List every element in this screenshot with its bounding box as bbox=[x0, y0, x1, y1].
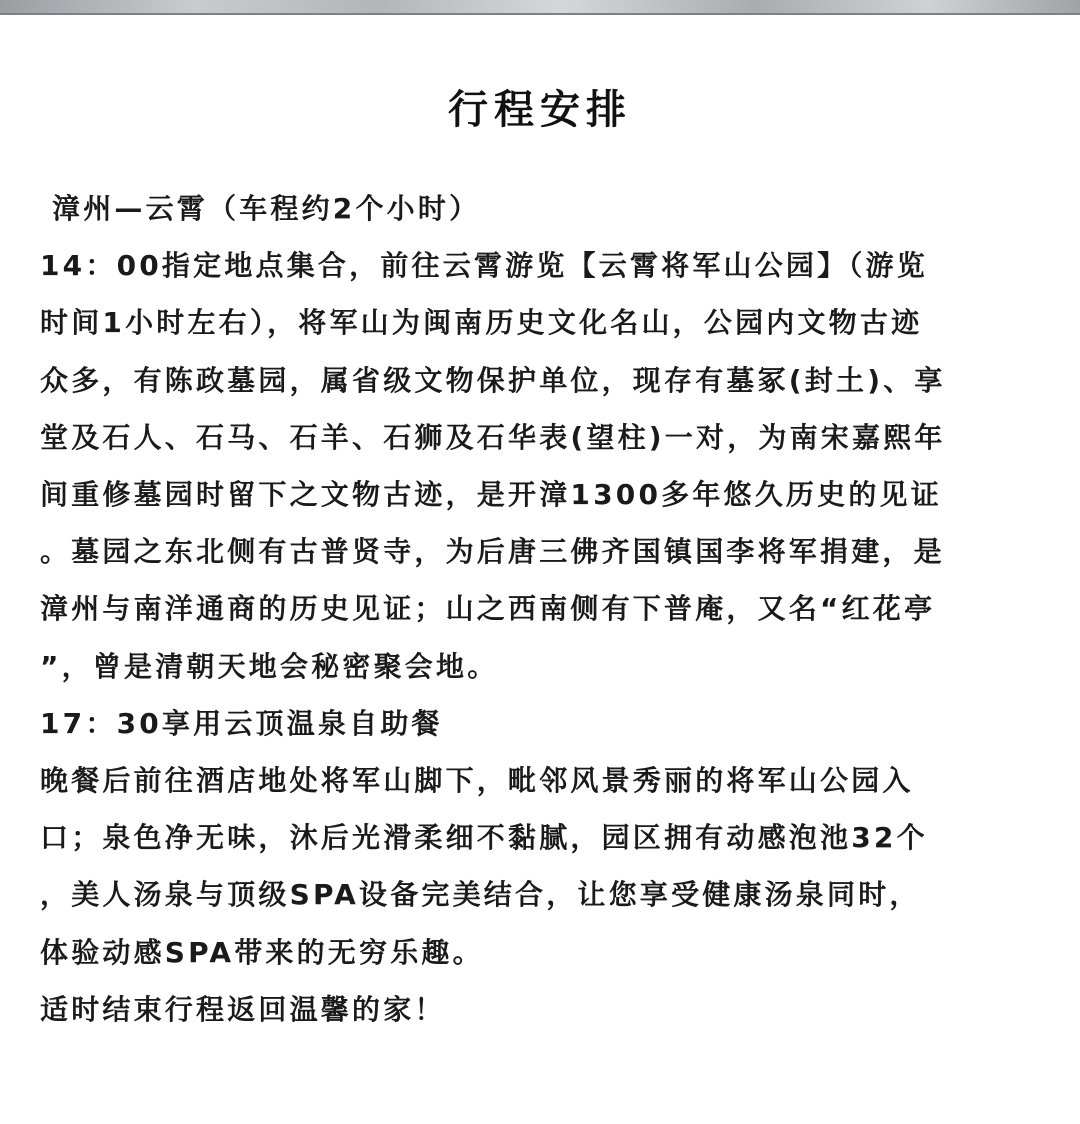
route-heading: 漳州—云霄（车程约2个小时） bbox=[52, 192, 481, 225]
itinerary-line: 晚餐后前往酒店地处将军山脚下，毗邻风景秀丽的将军山公园入 bbox=[40, 764, 914, 798]
schedule-time-line: 17：30享用云顶温泉自助餐 bbox=[40, 706, 443, 740]
top-photo-strip bbox=[0, 0, 1080, 14]
itinerary-body bbox=[40, 180, 1055, 1038]
itinerary-line: 14：00指定地点集合，前往云霄游览【云霄将军山公园】（游览 bbox=[40, 249, 928, 283]
itinerary-line: 体验动感SPA带来的无穷乐趣。 bbox=[40, 935, 484, 969]
itinerary-line: 漳州与南洋通商的历史见证；山之西南侧有下普庵，又名“红花亭 bbox=[40, 592, 936, 626]
itinerary-line: 堂及石人、石马、石羊、石狮及石华表(望柱)一对，为南宋嘉熙年 bbox=[40, 420, 946, 454]
itinerary-line: 口；泉色净无味，沐后光滑柔细不黏腻，园区拥有动感泡池32个 bbox=[40, 821, 928, 855]
itinerary-line: 时间1小时左右），将军山为闽南历史文化名山，公园内文物古迹 bbox=[40, 306, 923, 340]
itinerary-line: ”，曾是清朝天地会秘密聚会地。 bbox=[40, 649, 499, 683]
closing-line: 适时结束行程返回温馨的家！ bbox=[40, 992, 446, 1026]
itinerary-line: 众多，有陈政墓园，属省级文物保护单位，现存有墓冢(封土)、享 bbox=[40, 363, 946, 397]
itinerary-line: ，美人汤泉与顶级SPA设备完美结合，让您享受健康汤泉同时， bbox=[40, 878, 921, 912]
top-divider bbox=[0, 13, 1080, 15]
itinerary-line: 。墓园之东北侧有古普贤寺，为后唐三佛齐国镇国李将军捐建，是 bbox=[40, 535, 945, 569]
itinerary-line: 间重修墓园时留下之文物古迹，是开漳1300多年悠久历史的见证 bbox=[40, 478, 942, 512]
page-title: 行程安排 bbox=[448, 87, 632, 133]
